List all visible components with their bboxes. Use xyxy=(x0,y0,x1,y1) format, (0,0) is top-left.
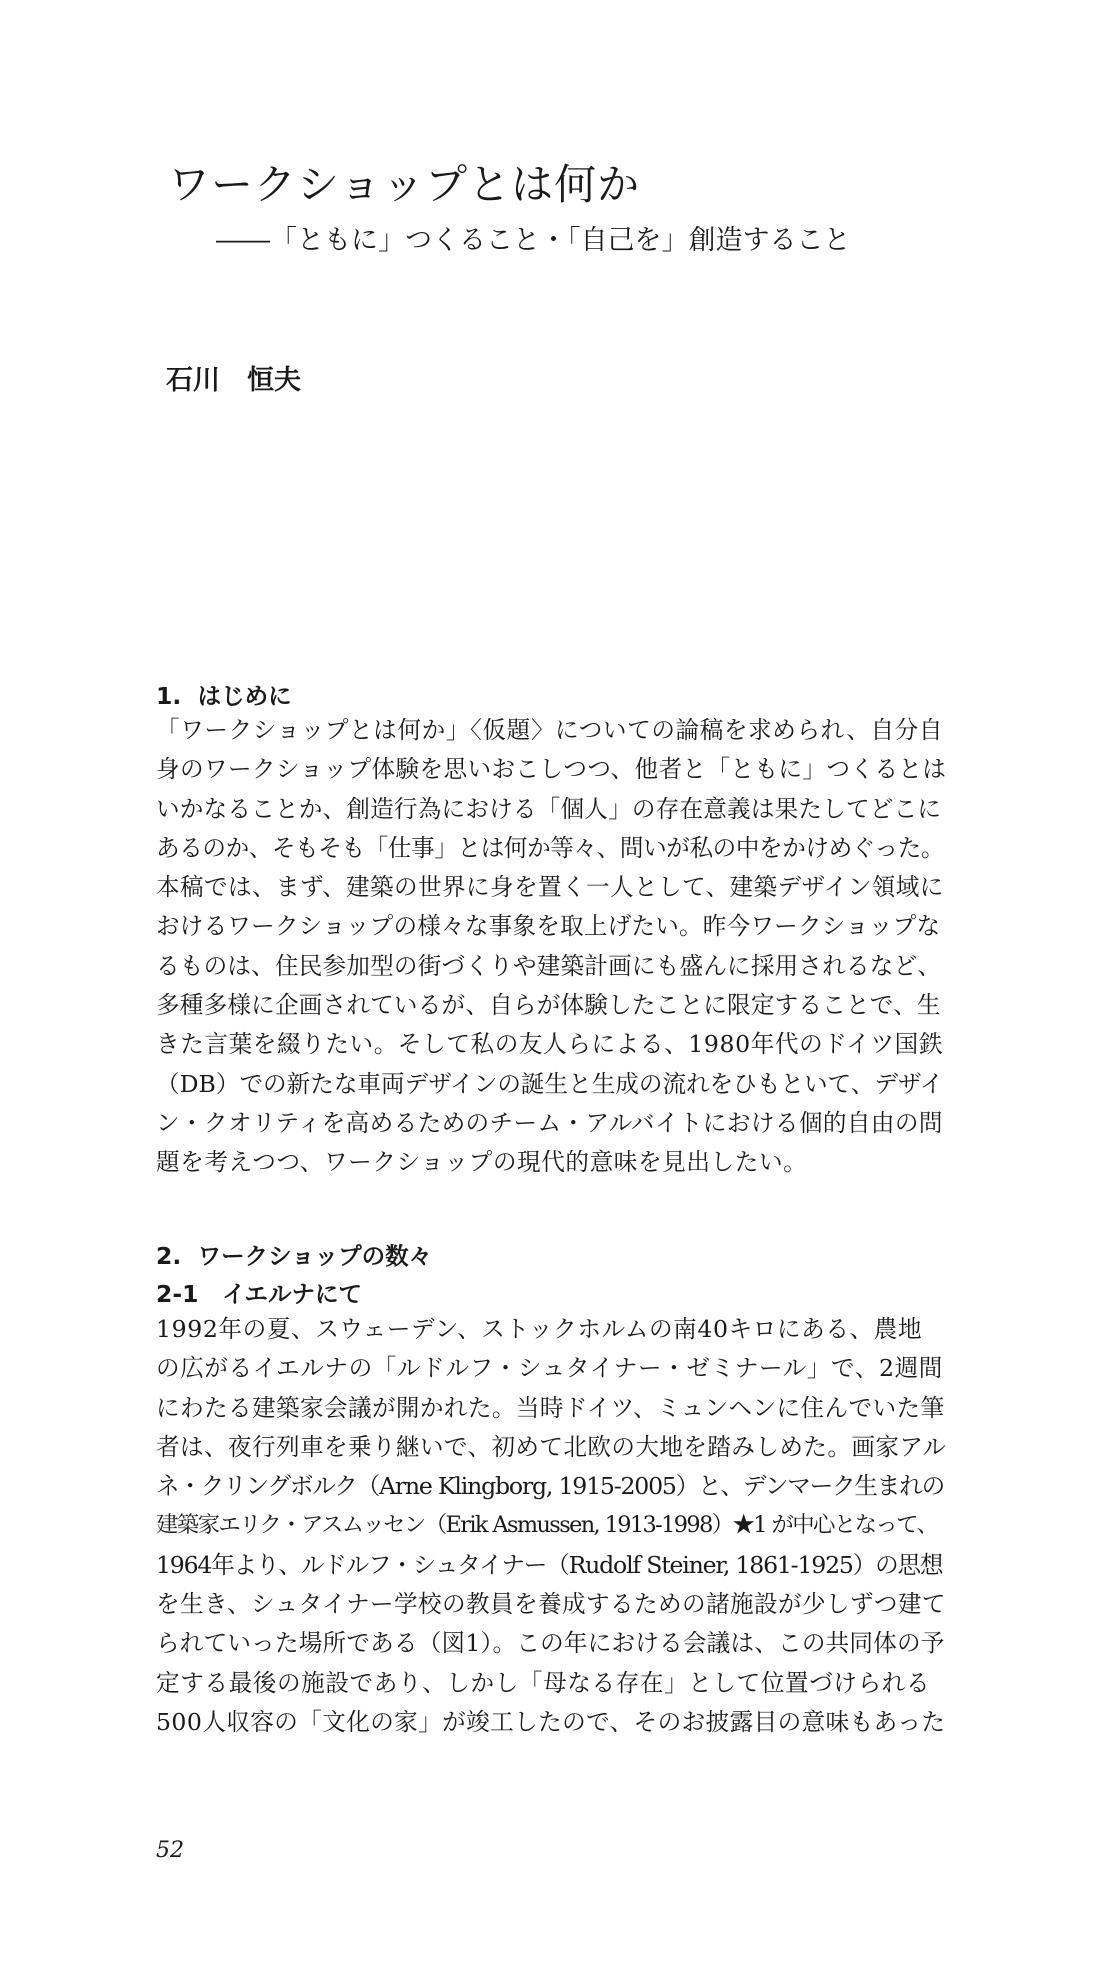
text-line: 1992年の夏、スウェーデン、ストックホルムの南40キロにある、農地 xyxy=(156,1315,923,1343)
article-title: ワークショップとは何か xyxy=(168,160,641,209)
text-line: 建築家エリク・アスムッセン（Erik Asmussen, 1913-1998）★1 が中心となって、 xyxy=(156,1512,938,1539)
jarna-paragraph xyxy=(156,1310,946,1742)
text-line: るものは、住民参加型の街づくりや建築計画にも盛んに採用されるなど、 xyxy=(156,951,942,980)
text-line: 「ワークショップとは何か」〈仮題〉についての論稿を求められ、自分自 xyxy=(156,716,944,744)
text-line: きた言葉を綴りたい。そして私の友人らによる、1980年代のドイツ国鉄 xyxy=(156,1030,944,1059)
text-line: 1964年より、ルドルフ・シュタイナー（Rudolf Steiner, 1861-1925）の思想 xyxy=(156,1550,943,1579)
text-line: 多種多様に企画されているが、自らが体験したことに限定することで、生 xyxy=(156,991,941,1020)
text-line: 者は、夜行列車を乗り継いで、初めて北欧の大地を踏みしめた。画家アル xyxy=(156,1432,947,1461)
text-line: 題を考えつつ、ワークショップの現代的意味を見出したい。 xyxy=(156,1148,808,1177)
text-line: 身のワークショップ体験を思いおこしつつ、他者と「ともに」つくるとは xyxy=(156,755,947,784)
subsection-heading-jarna: 2-1 イエルナにて xyxy=(156,1280,363,1308)
text-line: にわたる建築家会議が開かれた。当時ドイツ、ミュンヘンに住んでいた筆 xyxy=(156,1393,945,1422)
text-line: 500人収容の「文化の家」が竣工したので、そのお披露目の意味もあった xyxy=(156,1707,946,1736)
section-heading-workshops: 2. ワークショップの数々 xyxy=(156,1242,433,1270)
text-line: あるのか、そもそも「仕事」とは何か等々、問いが私の中をかけめぐった。 xyxy=(156,833,945,862)
text-line: ン・クオリティを高めるためのチーム・アルバイトにおける個的自由の問 xyxy=(156,1108,943,1137)
text-line: の広がるイエルナの「ルドルフ・シュタイナー・ゼミナール」で、2週間 xyxy=(156,1354,943,1383)
text-line: 本稿では、まず、建築の世界に身を置く一人として、建築デザイン領域に xyxy=(156,873,944,902)
text-line: 定する最後の施設であり、しかし「母なる存在」として位置づけられる xyxy=(156,1668,931,1697)
article-subtitle: ――「ともに」つくること・「自己を」創造すること xyxy=(216,225,851,256)
text-line: ネ・クリングボルク（Arne Klingborg, 1915-2005）と、デンマーク生まれの xyxy=(156,1472,944,1501)
page-number: 52 xyxy=(156,1838,184,1863)
text-line: （DB）での新たな車両デザインの誕生と生成の流れをひもといて、デザイ xyxy=(156,1069,944,1098)
section-heading-introduction: 1. はじめに xyxy=(156,682,292,710)
text-line: いかなることか、創造行為における「個人」の存在意義は果たしてどこに xyxy=(156,794,942,823)
text-line: おけるワークショップの様々な事象を取上げたい。昨今ワークショップな xyxy=(156,912,941,941)
text-line: を生き、シュタイナー学校の教員を養成するための諸施設が少しずつ建て xyxy=(156,1590,946,1619)
text-line: られていった場所である（図1）。この年における会議は、この共同体の予 xyxy=(156,1629,945,1658)
author-name: 石川 恒夫 xyxy=(166,365,301,396)
introduction-paragraph xyxy=(156,711,946,1183)
